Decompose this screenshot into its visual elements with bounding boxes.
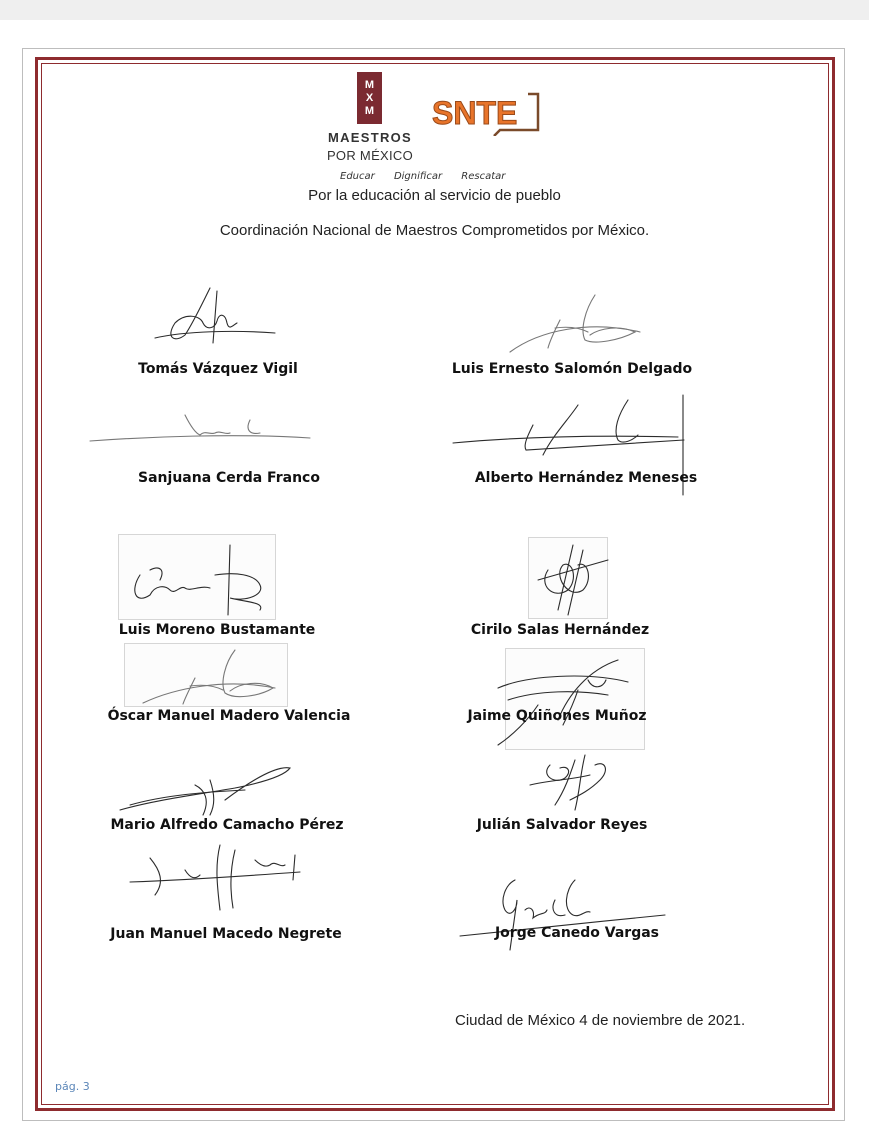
signature-jorge-canedo [455, 870, 670, 960]
mxm-logo [357, 72, 382, 124]
signer-name: Jaime Quiñones Muñoz [467, 708, 647, 724]
org-name-line1: MAESTROS [327, 130, 413, 145]
viewer-top-bar [0, 0, 869, 20]
signer-name: Luis Ernesto Salomón Delgado [451, 361, 693, 377]
page-number: pág. 3 [55, 1080, 90, 1093]
signer-name: Luis Moreno Bustamante [118, 622, 316, 638]
mxm-letter: X [365, 91, 374, 104]
signature-luis-moreno [120, 540, 275, 620]
signer-name: Cirilo Salas Hernández [470, 622, 650, 638]
signature-tomas-vazquez [145, 283, 285, 353]
motto-educar: Educar [340, 171, 375, 182]
signature-oscar-madero [135, 648, 285, 708]
signer-name: Óscar Manuel Madero Valencia [107, 708, 351, 724]
signer-name: Juan Manuel Macedo Negrete [110, 926, 342, 942]
signature-julian-salvador [510, 740, 620, 825]
org-name-line2: POR MÉXICO [326, 148, 414, 163]
motto-rescatar: Rescatar [461, 171, 506, 182]
signer-name: Sanjuana Cerda Franco [138, 470, 320, 486]
mottos [340, 171, 521, 182]
document-title: Coordinación Nacional de Maestros Comprometidos por México. [219, 222, 650, 239]
signature-juan-macedo [125, 840, 305, 915]
mxm-letter: M [364, 104, 375, 117]
signature-jaime-quinones [478, 650, 643, 750]
signer-name: Julián Salvador Reyes [476, 817, 648, 833]
signer-name: Mario Alfredo Camacho Pérez [110, 817, 344, 833]
signer-name: Tomás Vázquez Vigil [138, 361, 298, 377]
signature-sanjuana-cerda [85, 405, 315, 450]
mxm-letter: M [364, 78, 375, 91]
signature-cirilo-salas [528, 540, 618, 620]
signer-name: Jorge Canedo Vargas [494, 925, 660, 941]
document-date: Ciudad de México 4 de noviembre de 2021. [455, 1012, 746, 1029]
signature-luis-salomon [500, 290, 650, 360]
tagline: Por la educación al servicio de pueblo [308, 187, 561, 204]
signature-mario-camacho [115, 760, 300, 820]
snte-logo-text: SNTE [432, 95, 518, 131]
snte-logo [430, 90, 542, 136]
signer-name: Alberto Hernández Meneses [474, 470, 698, 486]
motto-dignificar: Dignificar [393, 171, 443, 182]
